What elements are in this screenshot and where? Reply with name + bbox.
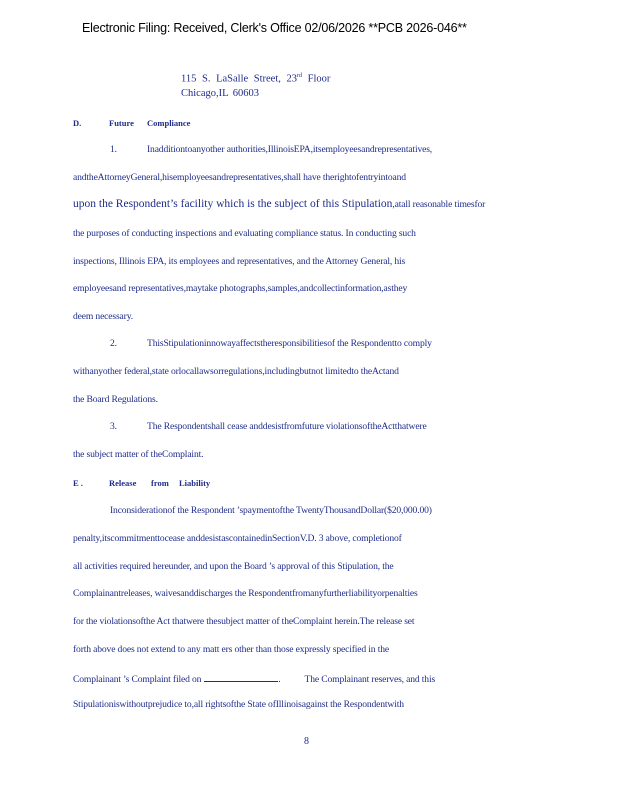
- para1-line: andtheAttorneyGeneral,hisemployeesandrepresentatives,shall have therightofentryintoand: [73, 172, 406, 183]
- section-heading-d: D. Future Compliance: [73, 118, 191, 128]
- section-heading-e: E . Release from Liability: [73, 478, 211, 488]
- address-line-2: Chicago,IL 60603: [181, 88, 260, 99]
- filing-stamp-header: Electronic Filing: Received, Clerk's Office 02/06/2026 **PCB 2026-046**: [82, 21, 467, 35]
- para1-line: deem necessary.: [73, 311, 133, 322]
- para4-line: penalty,itscommitmenttocease anddesistascontainedinSectionV.D. 3 above, completionof: [73, 533, 402, 544]
- para1-line: employeesand representatives,maytake photographs,samples,andcollectinformation,asthey: [73, 283, 408, 294]
- para2-line: the Board Regulations.: [73, 394, 158, 405]
- para4-line: Complainantreleases, waivesanddischarges the Respondentfromanyfurtherliabilityorpenalties: [73, 588, 418, 599]
- para1-line: the purposes of conducting inspections and evaluating compliance status. In conducting such: [73, 228, 416, 239]
- para4-line: forth above does not extend to any matt ers other than those expressly specified in the: [73, 644, 389, 655]
- para1-line: upon the Respondent’s facility which is the subject of this Stipulation,atall reasonable timesfor: [73, 198, 486, 210]
- para4-line: all activities required hereunder, and upon the Board ’s approval of this Stipulation, the: [73, 561, 394, 572]
- para4-line: Stipulationiswithoutprejudice to,all rightsofthe State ofIllinoisagainst the Respondentwith: [73, 699, 404, 710]
- para4-line: Inconsiderationof the Respondent ’spaymentofthe TwentyThousandDollar($20,000.00): [110, 505, 432, 516]
- para2-line: 2. ThisStipulationinnowayaffectstheresponsibilitiesof the Respondentto comply: [110, 338, 432, 349]
- para3-line: the subject matter of theComplaint.: [73, 449, 204, 460]
- para4-line: for the violationsofthe Act thatwere thesubject matter of theComplaint herein.The release set: [73, 616, 415, 627]
- para4-line: Complainant ’s Complaint filed on . The Complainant reserves, and this: [73, 674, 436, 685]
- filing-date-blank: [204, 672, 278, 682]
- para2-line: withanyother federal,state orlocallawsorregulations,includingbutnot limitedto theActand: [73, 366, 399, 377]
- para3-line: 3. The Respondentshall cease anddesistfromfuture violationsoftheActthatwere: [110, 421, 427, 432]
- para1-line: inspections, Illinois EPA, its employees and representatives, and the Attorney General, his: [73, 256, 406, 267]
- page-number: 8: [304, 736, 309, 747]
- para1-line: 1. Inadditiontoanyother authorities,IllinoisEPA,itsemployeesandrepresentatives,: [110, 144, 433, 155]
- address-line-1: 115 S. LaSalle Street, 23rd Floor: [181, 73, 331, 85]
